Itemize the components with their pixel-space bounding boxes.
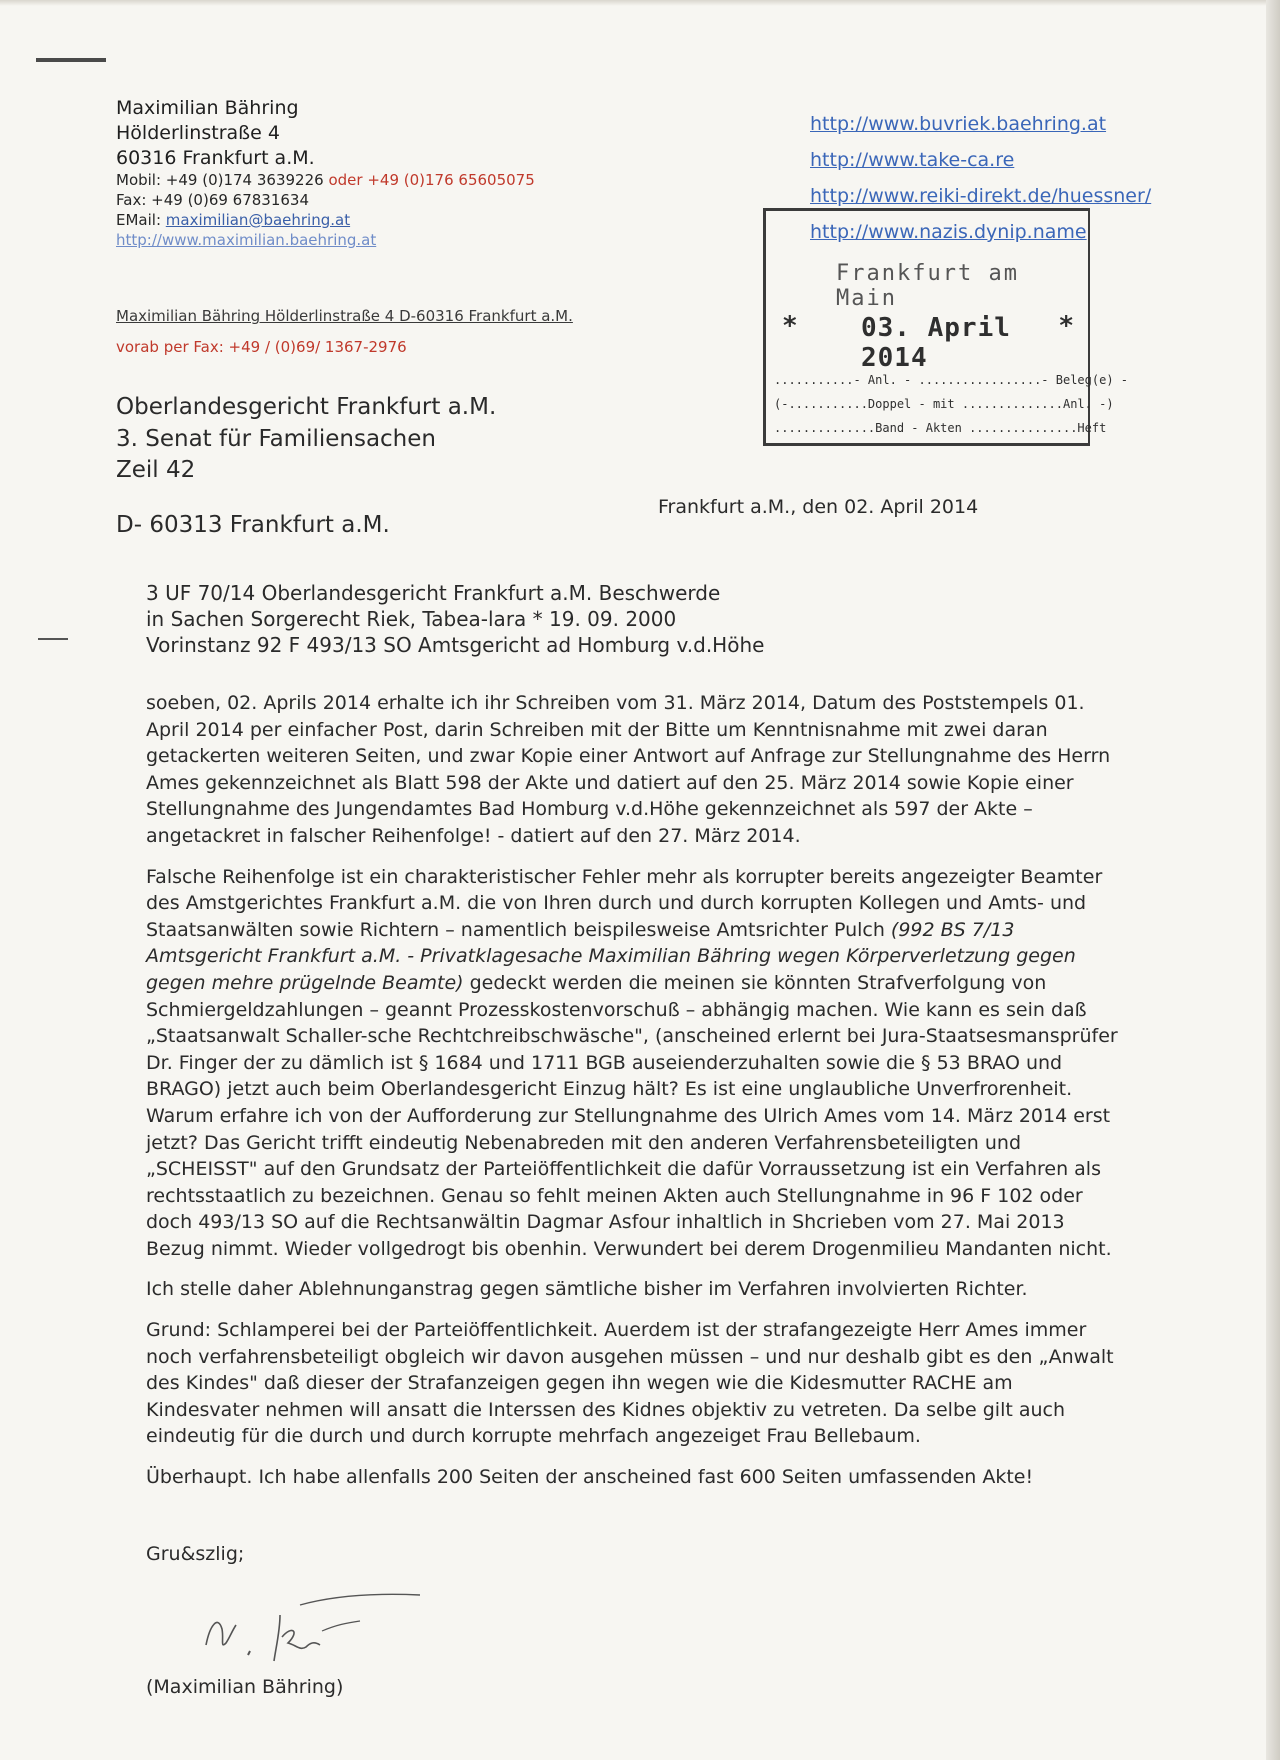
subject-matter: in Sachen Sorgerecht Riek, Tabea-lara * 19. 09. 2000 [146, 607, 677, 631]
body-paragraph-1: soeben, 02. Aprils 2014 erhalte ich ihr Schreiben vom 31. März 2014, Datum des Poststempels 01. April 2014 per einfacher Post, darin Schreiben mit der Bitte um Kenntnisnahme mit zwei daran getackerten weiteren Seiten, und zwar Kopie einer Antwort auf Anfrage zur Stellungnahme des Herrn Ames gekennzeichnet als Blatt 598 der Akte und datiert auf den 25. März 2014 sowie Kopie einer Stellungnahme des Jungendamtes Bad Homburg v.d.Höhe gekennzeichnet als 597 der Akte – angetackret in falscher Reihenfolge! - datiert auf den 27. März 2014. [146, 692, 1111, 847]
fax-advance-note: vorab per Fax: +49 / (0)69/ 1367-2976 [116, 338, 407, 356]
sender-email-row [116, 211, 535, 231]
stamp-row-doppel: (-...........Doppel - mit ..............Anl. -) [774, 397, 1114, 411]
link-buvriek[interactable]: http://www.buvriek.baehring.at [810, 113, 1107, 135]
mobile-or: oder [328, 171, 363, 190]
link-take-care[interactable]: http://www.take-ca.re [810, 149, 1015, 171]
sender-city: 60316 Frankfurt a.M. [116, 147, 315, 170]
signed-name: (Maximilian Bähring) [146, 1676, 344, 1698]
recipient-city: D- 60313 Frankfurt a.M. [116, 512, 390, 538]
sender-block [116, 96, 535, 250]
email-link[interactable]: maximilian@baehring.at [165, 210, 351, 229]
sender-mobile [116, 171, 535, 191]
recipient-senate: 3. Senat für Familiensachen [116, 425, 436, 452]
body-paragraph-5: Überhaupt. Ich habe allenfalls 200 Seiten der anscheined fast 600 Seiten umfassenden Akte! [146, 1466, 1034, 1489]
page-edge-right [1266, 0, 1280, 1760]
body-paragraph-2-start: Falsche Reihenfolge ist ein charakteristischer Fehler mehr als korrupter bereits angezeigter Beamter des Amstgerichtes Frankfurt a.M. die von Ihren durch und durch korrupten Kollegen und Amts- und Staatsanwälten sowie Richtern – namentlich beispilesweise Amtsrichter Pulch [146, 865, 1103, 941]
receipt-stamp [763, 208, 1129, 446]
subject-lower-court: Vorinstanz 92 F 493/13 SO Amtsgericht ad Homburg v.d.Höhe [146, 633, 765, 657]
return-address-line: Maximilian Bähring Hölderlinstraße 4 D-60316 Frankfurt a.M. [116, 307, 573, 325]
page-edge [0, 0, 1280, 6]
place-date: Frankfurt a.M., den 02. April 2014 [658, 496, 979, 518]
stamp-date: 03. April 2014 [861, 313, 1011, 373]
email-label: EMail: [116, 210, 166, 229]
website-link[interactable]: http://www.maximilian.baehring.at [116, 230, 377, 249]
stamp-star-left: * [782, 311, 798, 341]
handwritten-signature [196, 1585, 456, 1675]
mobile-alt-number: +49 (0)176 65605075 [362, 171, 535, 190]
stamp-city: Frankfurt am Main [836, 261, 1019, 311]
punch-mark [38, 638, 68, 640]
mobile-number: Mobil: +49 (0)174 3639226 [116, 171, 329, 190]
recipient-court: Oberlandesgericht Frankfurt a.M. [116, 394, 497, 420]
recipient-street: Zeil 42 [116, 457, 196, 484]
link-nazis-dynip[interactable]: http://www.nazis.dynip.name [810, 221, 1087, 243]
body-paragraph-2 [146, 864, 1126, 1263]
sender-fax: Fax: +49 (0)69 67831634 [116, 191, 310, 210]
letter-body [146, 690, 1126, 1505]
recipient-block [116, 392, 496, 487]
subject-block [146, 580, 764, 658]
sender-street: Hölderlinstraße 4 [116, 122, 280, 145]
stamp-row-band: ..............Band - Akten ...............Heft [774, 421, 1107, 435]
body-paragraph-2-rest: gedeckt werden die meinen sie könnten Strafverfolgung von Schmiergeldzahlungen – geannt Prozesskostenvorschuß – abhängig machen. Wie kann es sein daß „Staatsanwalt Schaller-sche Rechtchreibschwäsche", (anscheined erlernt bei Jura-Staatsesmansprüfer Dr. Finger der zu dämlich ist § 1684 und 1711 BGB auseienderzuhalten sowie die § 53 BRAO und BRAGO) jetzt auch beim Oberlandesgericht Einzug hält? Es ist eine unglaubliche Unverfrorenheit. Warum erfahre ich von der Aufforderung zur Stellungnahme des Ulrich Ames vom 14. März 2014 erst jetzt? Das Gericht trifft eindeutig Nebenabreden mit den anderen Verfahrensbeteiligten und „SCHEISST" auf den Grundsatz der Parteiöffentlichkeit die dafür Vorraussetzung ist ein Verfahren als rechtsstaatlich zu bezeichnen. Genau so fehlt meinen Akten auch Stellungnahme in 96 F 102 oder doch 493/13 SO auf die Rechtsanwältin Dagmar Asfour inhaltlich in Shcrieben vom 27. Mai 2013 Bezug nimmt. Wieder vollgedrogt bis obenhin. Verwundert bei derem Drogenmilieu Mandanten nicht. [146, 971, 1118, 1260]
link-reiki[interactable]: http://www.reiki-direkt.de/huessner/ [810, 185, 1152, 207]
sender-website-row [116, 231, 535, 251]
subject-case-number: 3 UF 70/14 Oberlandesgericht Frankfurt a.M. Beschwerde [146, 581, 721, 605]
closing-greeting: Gru&szlig; [146, 1543, 245, 1565]
stamp-star-right: * [1058, 311, 1074, 341]
fold-mark [36, 58, 106, 62]
body-paragraph-4: Grund: Schlamperei bei der Parteiöffentlichkeit. Auerdem ist der strafangezeigte Herr Ames immer noch verfahrensbeteiligt obgleich wir davon ausgehen müssen – und nur deshalb gibt es den „Anwalt des Kindes" daß dieser der Strafanzeigen gegen ihn wegen wie die Kidesmutter RACHE am Kindesvater nehmen will ansatt die Interssen des Kidnes objektiv zu vetreten. Da selbe gilt auch eindeutig für die durch und durch korrupte mehrfach angezeiget Frau Bellebaum. [146, 1319, 1114, 1448]
body-paragraph-3: Ich stelle daher Ablehnunganstrag gegen sämtliche bisher im Verfahren involvierten Richter. [146, 1278, 1028, 1301]
stamp-row-anlagen: ...........- Anl. - .................- Beleg(e) - [774, 373, 1129, 387]
body-paragraph-2-case-ref: (992 BS 7/13 Amtsgericht Frankfurt a.M. - Privatklagesache Maximilian Bähring wegen Körperverletzung gegen gegen mehre prügelnde Beamte) [146, 918, 1076, 994]
sender-name: Maximilian Bähring [116, 97, 299, 119]
